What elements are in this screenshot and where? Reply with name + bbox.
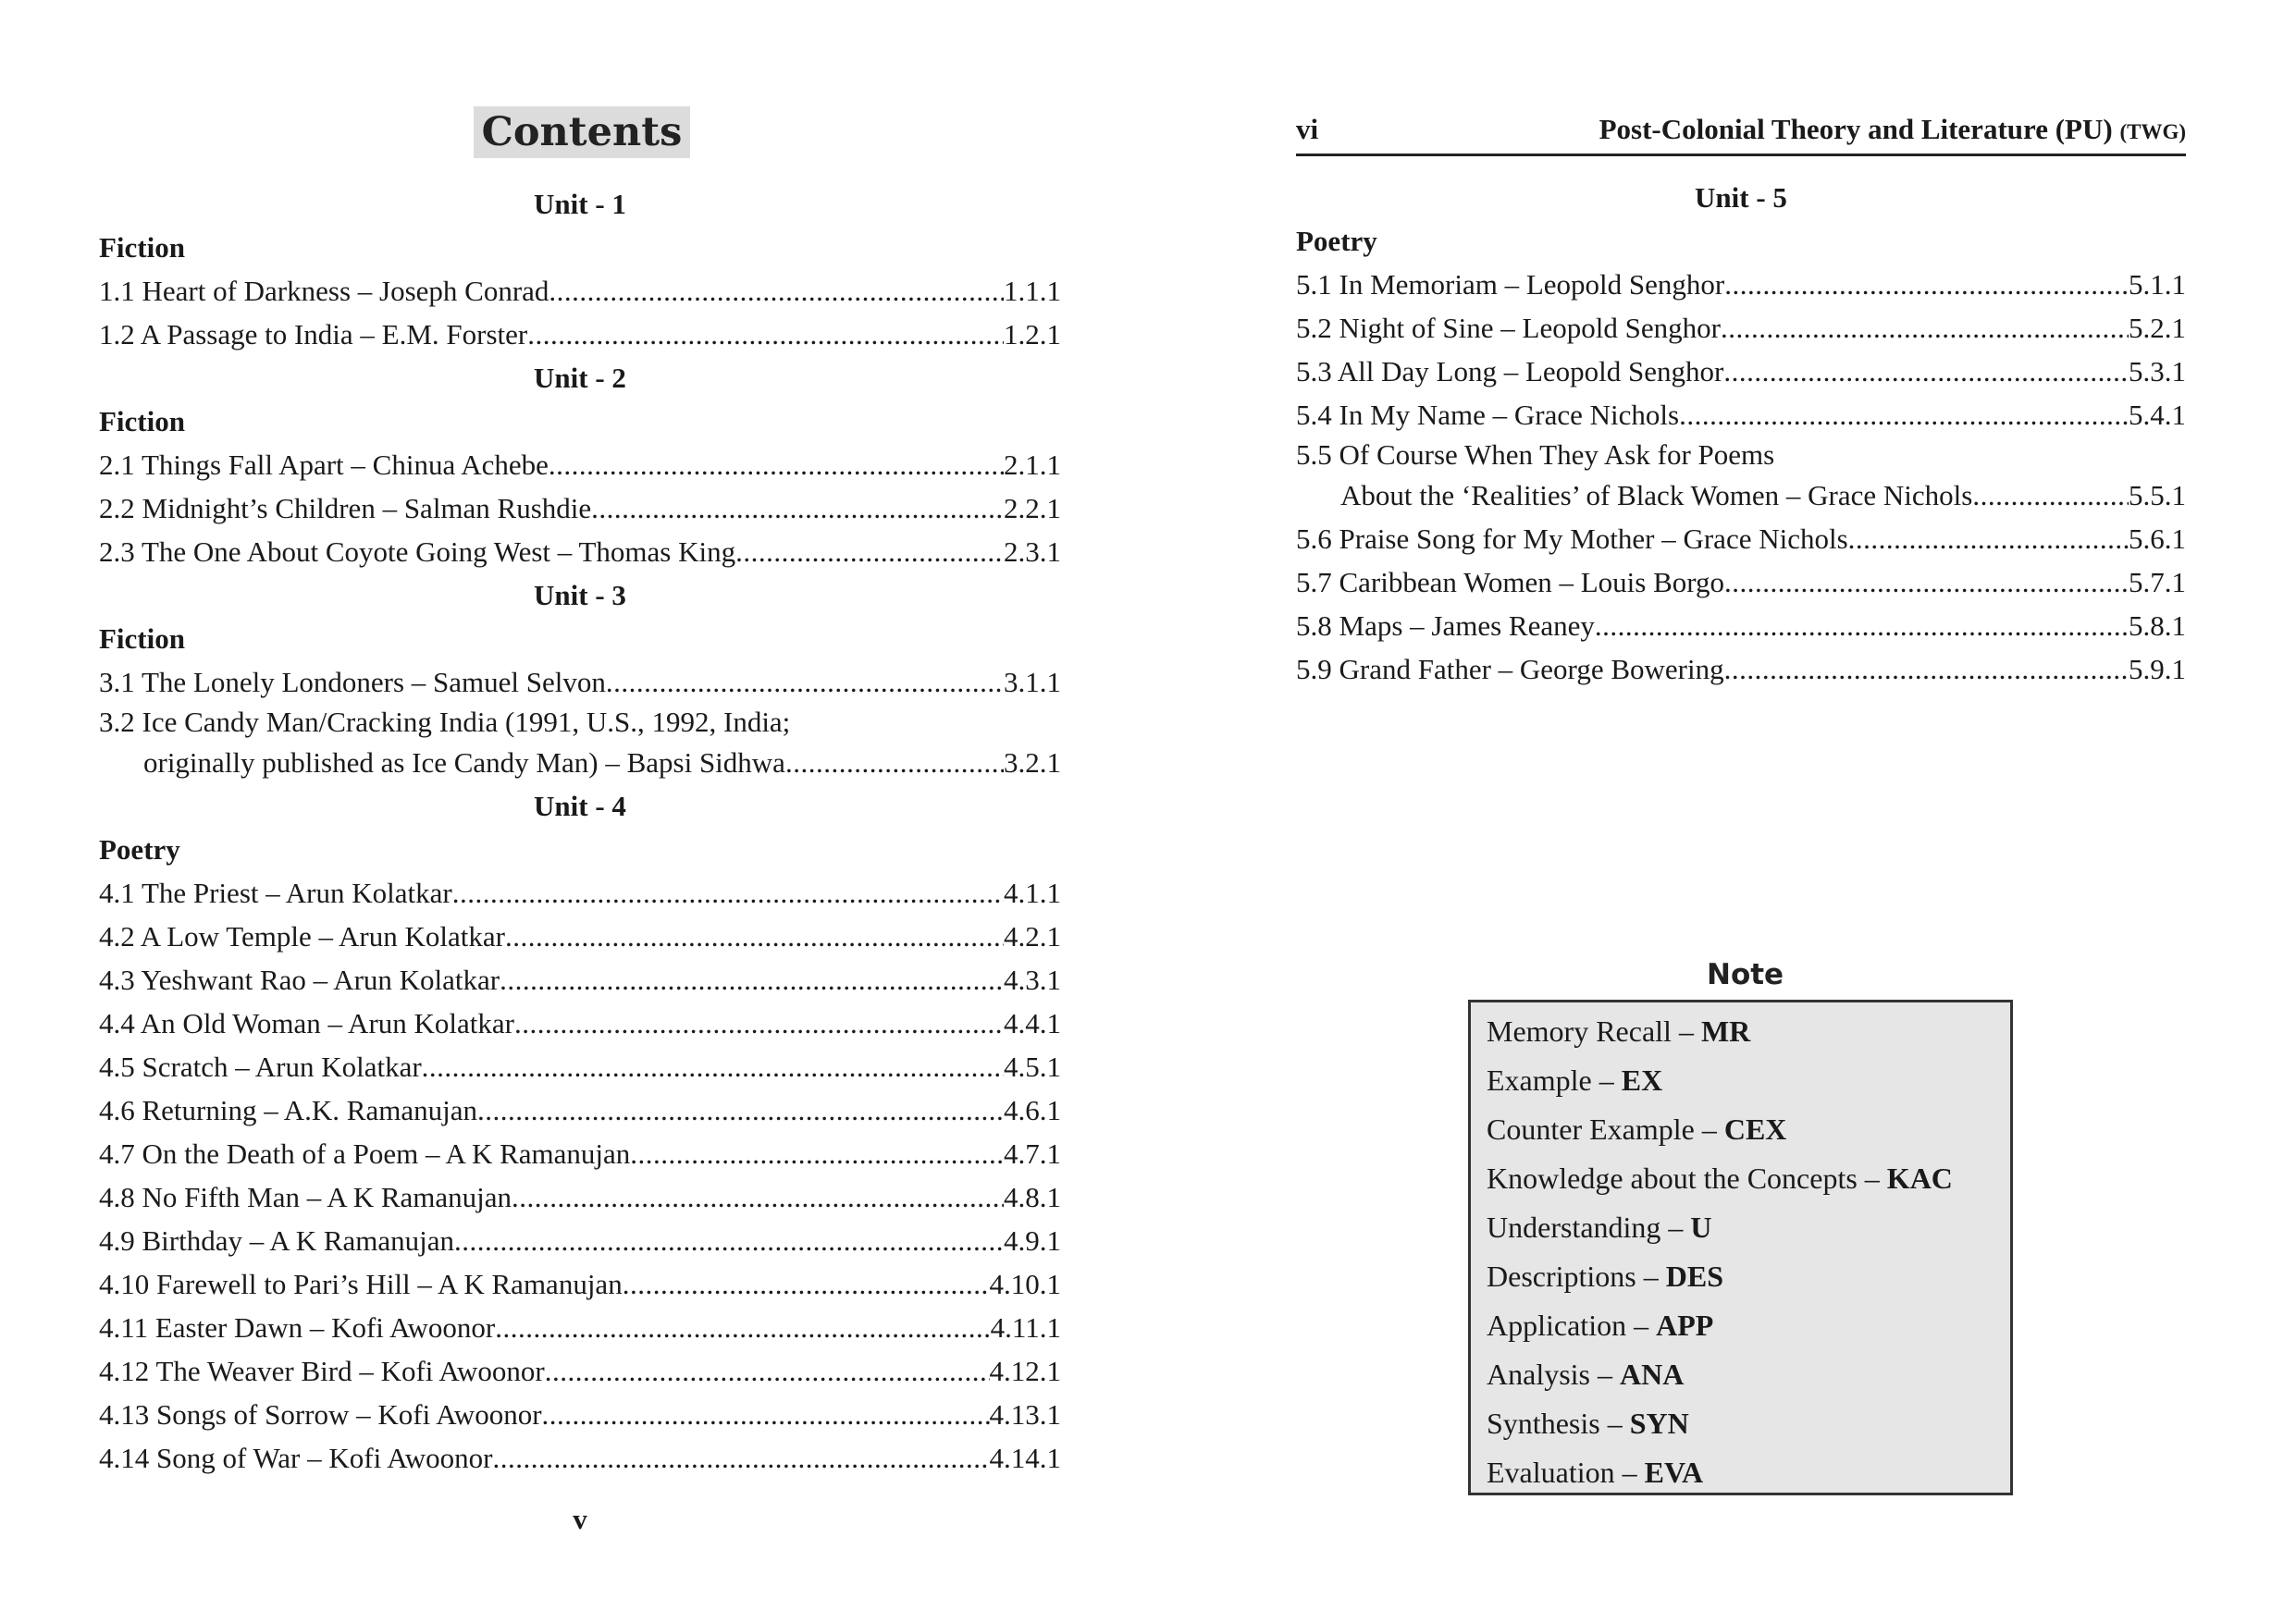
toc-entry-title: 4.14 Song of War – Kofi Awoonor <box>99 1442 493 1474</box>
toc-entry <box>99 1002 1061 1045</box>
dot-leader <box>1595 604 2129 647</box>
note-term: Understanding – <box>1487 1211 1691 1244</box>
dot-leader <box>735 530 1004 573</box>
contents-title: Contents <box>474 106 690 158</box>
toc-entry <box>1296 647 2186 691</box>
dot-leader <box>512 1175 1004 1219</box>
toc-entry-page: 5.6.1 <box>2129 523 2186 555</box>
toc-entry-title: 4.12 The Weaver Bird – Kofi Awoonor <box>99 1355 545 1387</box>
dot-leader <box>549 443 1004 486</box>
note-term: Counter Example – <box>1487 1113 1724 1146</box>
toc-entry <box>1296 604 2186 647</box>
dot-leader <box>542 1393 990 1436</box>
toc-entry-title: 4.8 No Fifth Man – A K Ramanujan <box>99 1181 512 1213</box>
note-abbreviation: KAC <box>1886 1162 1953 1195</box>
note-abbreviation: SYN <box>1629 1407 1689 1440</box>
toc-entry-title: 4.1 The Priest – Arun Kolatkar <box>99 877 452 909</box>
toc-entry-title: 5.7 Caribbean Women – Louis Borgo <box>1296 566 1725 598</box>
note-term: Memory Recall – <box>1487 1014 1701 1048</box>
note-term: Knowledge about the Concepts – <box>1487 1162 1887 1195</box>
note-item <box>1487 1154 2010 1203</box>
toc-entry-title: 2.1 Things Fall Apart – Chinua Achebe <box>99 449 549 481</box>
toc-entry-title: 3.2 Ice Candy Man/Cracking India (1991, U.S., 1992, India; <box>99 706 791 738</box>
toc-entry-title: 4.5 Scratch – Arun Kolatkar <box>99 1051 422 1083</box>
dot-leader <box>1723 350 2129 393</box>
toc-left <box>99 182 1061 1480</box>
toc-entry <box>99 1045 1061 1088</box>
toc-entry-title: 5.8 Maps – James Reaney <box>1296 609 1595 642</box>
section-heading: Fiction <box>99 231 185 264</box>
section-heading: Poetry <box>99 833 180 866</box>
toc-entry-page: 5.1.1 <box>2129 268 2186 301</box>
toc-entry <box>99 1175 1061 1219</box>
toc-entry-page: 4.9.1 <box>1004 1224 1061 1257</box>
note-term: Synthesis – <box>1487 1407 1630 1440</box>
toc-entry-title: 1.1 Heart of Darkness – Joseph Conrad <box>99 275 549 307</box>
note-item <box>1487 1399 2010 1448</box>
section-heading: Poetry <box>1296 225 1377 257</box>
toc-entry-page: 4.10.1 <box>989 1268 1061 1300</box>
toc-entry-page: 1.2.1 <box>1004 318 1061 350</box>
toc-entry-page: 4.7.1 <box>1004 1137 1061 1170</box>
toc-entry-title: 4.10 Farewell to Pari’s Hill – A K Ramanujan <box>99 1268 623 1300</box>
toc-entry-title: 4.4 An Old Woman – Arun Kolatkar <box>99 1007 514 1039</box>
note-term: Descriptions – <box>1487 1260 1666 1293</box>
toc-entry-page: 4.1.1 <box>1004 877 1061 909</box>
dot-leader <box>452 871 1004 915</box>
toc-entry <box>99 1262 1061 1306</box>
toc-entry-page: 2.3.1 <box>1004 535 1061 568</box>
dot-leader <box>1848 517 2129 560</box>
toc-entry <box>1296 263 2186 306</box>
toc-entry <box>1296 393 2186 436</box>
toc-entry-page: 3.2.1 <box>1004 746 1061 779</box>
note-term: Evaluation – <box>1487 1456 1645 1489</box>
note-abbreviation: CEX <box>1723 1113 1787 1146</box>
note-abbreviation: APP <box>1656 1309 1714 1342</box>
toc-entry-page: 4.6.1 <box>1004 1094 1061 1126</box>
toc-entry <box>99 443 1061 486</box>
toc-entry <box>1296 306 2186 350</box>
dot-leader <box>422 1045 1004 1088</box>
toc-entry <box>99 660 1061 704</box>
dot-leader <box>549 269 1004 313</box>
note-item <box>1487 1007 2010 1056</box>
toc-entry-page: 4.4.1 <box>1004 1007 1061 1039</box>
toc-entry <box>1296 517 2186 560</box>
toc-entry-title-continued <box>99 741 1061 784</box>
dot-leader <box>527 313 1004 356</box>
dot-leader <box>495 1306 990 1349</box>
note-item <box>1487 1301 2010 1350</box>
note-item <box>1487 1448 2010 1497</box>
toc-entry-page: 1.1.1 <box>1004 275 1061 307</box>
toc-entry <box>1296 436 2186 517</box>
toc-entry-page: 4.13.1 <box>989 1398 1061 1431</box>
note-item <box>1487 1252 2010 1301</box>
unit-heading: Unit - 1 <box>534 188 626 220</box>
toc-entry-title-line2: About the ‘Realities’ of Black Women – Grace Nichols <box>1340 479 1973 511</box>
toc-right <box>1296 176 2186 691</box>
note-item <box>1487 1105 2010 1154</box>
note-term: Application – <box>1487 1309 1657 1342</box>
toc-entry-title: 5.5 Of Course When They Ask for Poems <box>1296 438 1775 471</box>
dot-leader <box>1724 263 2129 306</box>
toc-entry-title: 4.6 Returning – A.K. Ramanujan <box>99 1094 477 1126</box>
toc-entry <box>99 1393 1061 1436</box>
toc-entry-title: 2.2 Midnight’s Children – Salman Rushdie <box>99 492 592 524</box>
toc-entry <box>99 871 1061 915</box>
toc-entry-page: 3.1.1 <box>1004 666 1061 698</box>
dot-leader <box>1972 473 2129 517</box>
book-title <box>1599 113 2186 146</box>
toc-entry-page: 4.12.1 <box>989 1355 1061 1387</box>
toc-entry-title: 2.3 The One About Coyote Going West – Thomas King <box>99 535 736 568</box>
toc-entry-title: 5.4 In My Name – Grace Nichols <box>1296 399 1680 431</box>
toc-entry <box>1296 350 2186 393</box>
toc-entry-title: 4.3 Yeshwant Rao – Arun Kolatkar <box>99 964 500 996</box>
toc-entry <box>99 269 1061 313</box>
dot-leader <box>492 1436 989 1480</box>
toc-entry-title: 5.9 Grand Father – George Bowering <box>1296 653 1724 685</box>
toc-entry-title: 5.6 Praise Song for My Mother – Grace Nichols <box>1296 523 1848 555</box>
section-heading: Fiction <box>99 622 185 655</box>
toc-entry-page: 5.3.1 <box>2129 355 2186 387</box>
toc-entry-title: 4.9 Birthday – A K Ramanujan <box>99 1224 455 1257</box>
toc-entry-page: 5.8.1 <box>2129 609 2186 642</box>
left-page <box>99 0 1061 1623</box>
toc-entry-title-continued <box>1296 473 2186 517</box>
toc-entry-title: 3.1 The Lonely Londoners – Samuel Selvon <box>99 666 606 698</box>
book-title-text: Post-Colonial Theory and Literature (PU) <box>1599 113 2113 145</box>
note-abbreviation: ANA <box>1620 1358 1685 1391</box>
note-term: Example – <box>1487 1064 1622 1097</box>
dot-leader <box>545 1349 990 1393</box>
toc-entry-page: 4.5.1 <box>1004 1051 1061 1083</box>
unit-heading: Unit - 2 <box>534 362 626 394</box>
dot-leader <box>606 660 1004 704</box>
toc-entry-title-line2: originally published as Ice Candy Man) – Bapsi Sidhwa <box>143 746 785 779</box>
toc-entry <box>99 915 1061 958</box>
toc-entry <box>99 313 1061 356</box>
toc-entry-page: 4.2.1 <box>1004 920 1061 953</box>
running-head <box>1296 100 2186 156</box>
dot-leader <box>514 1002 1004 1045</box>
toc-entry <box>99 958 1061 1002</box>
toc-entry-page: 2.2.1 <box>1004 492 1061 524</box>
toc-entry <box>99 1219 1061 1262</box>
toc-entry-page: 5.7.1 <box>2129 566 2186 598</box>
toc-entry-title: 4.2 A Low Temple – Arun Kolatkar <box>99 920 505 953</box>
dot-leader <box>1724 560 2129 604</box>
dot-leader <box>591 486 1004 530</box>
page-number: v <box>573 1503 587 1535</box>
toc-entry-page: 2.1.1 <box>1004 449 1061 481</box>
note-item <box>1487 1350 2010 1399</box>
dot-leader <box>1721 306 2129 350</box>
toc-entry-page: 4.8.1 <box>1004 1181 1061 1213</box>
note-abbreviation: U <box>1690 1211 1712 1244</box>
dot-leader <box>1679 393 2129 436</box>
dot-leader <box>454 1219 1004 1262</box>
toc-entry-page: 5.9.1 <box>2129 653 2186 685</box>
toc-entry-page: 4.11.1 <box>990 1311 1061 1344</box>
book-title-suffix: (TWG) <box>2119 120 2186 143</box>
dot-leader <box>500 958 1004 1002</box>
toc-entry <box>99 1306 1061 1349</box>
note-box <box>1468 1000 2013 1495</box>
toc-entry-title: 5.1 In Memoriam – Leopold Senghor <box>1296 268 1725 301</box>
toc-entry <box>1296 560 2186 604</box>
note-abbreviation: DES <box>1665 1260 1723 1293</box>
note-item <box>1487 1056 2010 1105</box>
toc-entry-page: 5.5.1 <box>2129 479 2186 511</box>
toc-entry <box>99 1088 1061 1132</box>
note-abbreviation: EX <box>1621 1064 1663 1097</box>
unit-heading: Unit - 3 <box>534 579 626 611</box>
toc-entry-title: 4.13 Songs of Sorrow – Kofi Awoonor <box>99 1398 542 1431</box>
note-term: Analysis – <box>1487 1358 1620 1391</box>
dot-leader <box>785 741 1004 784</box>
unit-heading: Unit - 4 <box>534 790 626 822</box>
dot-leader <box>1724 647 2129 691</box>
toc-entry-title: 4.11 Easter Dawn – Kofi Awoonor <box>99 1311 496 1344</box>
toc-entry <box>99 530 1061 573</box>
note-abbreviation: EVA <box>1644 1456 1704 1489</box>
dot-leader <box>477 1088 1004 1132</box>
toc-entry-page: 4.14.1 <box>989 1442 1061 1474</box>
toc-entry-title: 5.2 Night of Sine – Leopold Senghor <box>1296 312 1721 344</box>
dot-leader <box>505 915 1004 958</box>
toc-entry-page: 4.3.1 <box>1004 964 1061 996</box>
toc-entry-page: 5.4.1 <box>2129 399 2186 431</box>
toc-entry-title: 4.7 On the Death of a Poem – A K Ramanujan <box>99 1137 631 1170</box>
note-label: Note <box>1707 958 1784 991</box>
toc-entry <box>99 1349 1061 1393</box>
toc-entry-title: 5.3 All Day Long – Leopold Senghor <box>1296 355 1724 387</box>
dot-leader <box>623 1262 990 1306</box>
toc-entry-title: 1.2 A Passage to India – E.M. Forster <box>99 318 528 350</box>
toc-entry <box>99 1436 1061 1480</box>
toc-entry-page: 5.2.1 <box>2129 312 2186 344</box>
toc-entry <box>99 704 1061 784</box>
toc-entry <box>99 1132 1061 1175</box>
note-abbreviation: MR <box>1700 1014 1751 1048</box>
unit-heading: Unit - 5 <box>1695 181 1787 214</box>
dot-leader <box>630 1132 1004 1175</box>
note-item <box>1487 1203 2010 1252</box>
toc-entry <box>99 486 1061 530</box>
section-heading: Fiction <box>99 405 185 437</box>
page-number: vi <box>1296 113 1319 145</box>
